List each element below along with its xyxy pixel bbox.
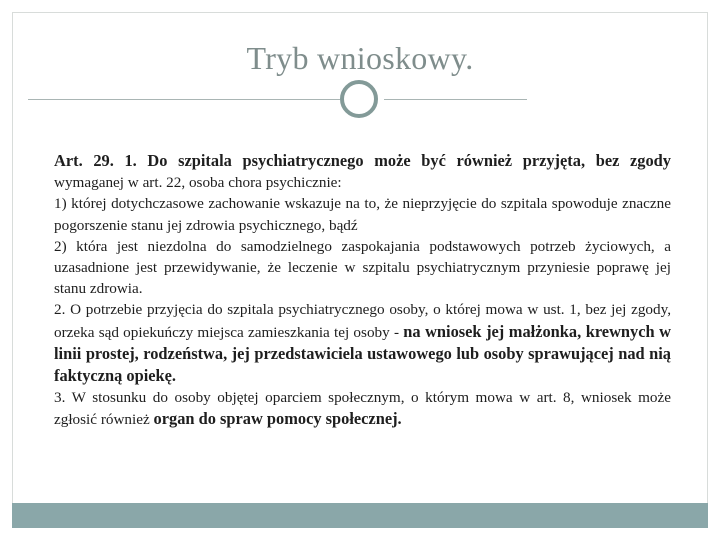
point-1: 1) której dotychczasowe zachowanie wskazuje na to, że nieprzyjęcie do szpitala spowoduje znaczne pogorszenie stanu jej zdrowia psychicznego, bądź — [54, 195, 671, 234]
article-intro — [54, 150, 671, 193]
ring-ornament-icon — [340, 80, 378, 118]
slide-body — [54, 150, 671, 431]
article-paragraph-2 — [54, 299, 671, 387]
article-intro-bold: Art. 29. 1. Do szpitala psychiatrycznego może być również przyjęta, bez zgody — [54, 151, 671, 170]
article-paragraph-3-bold: organ do spraw pomocy społecznej. — [153, 409, 402, 429]
article-paragraph-3-text: 3. W stosunku do osoby objętej oparciem społecznym, o którym mowa w art. 8, wniosek może zgłosić również — [54, 389, 671, 429]
point-2: 2) która jest niezdolna do samodzielnego zaspokajania podstawowych potrzeb życiowych, a uzasadnione jest przewidywanie, że leczenie w szpitalu psychiatrycznym przyniesie poprawę jej stanu zdrowia. — [54, 237, 671, 298]
title-divider-right — [384, 99, 527, 100]
article-intro-rest: wymaganej w art. 22, osoba chora psychicznie: — [54, 174, 342, 192]
bottom-accent-bar — [12, 503, 708, 528]
article-paragraph-2-text: 2. O potrzebie przyjęcia do szpitala psychiatrycznego osoby, o której mowa w ust. 1, bez jej zgody, orzeka sąd opiekuńczy miejsca zamieszkania tej osoby - — [54, 301, 671, 341]
article-paragraph-2-bold: na wniosek jej małżonka, krewnych w linii prostej, rodzeństwa, jej przedstawiciela ustawowego lub osoby sprawującej nad nią faktyczną opiekę. — [54, 321, 671, 386]
slide-title: Tryb wnioskowy. — [246, 40, 474, 76]
article-paragraph-3 — [54, 387, 671, 430]
title-divider-left — [28, 99, 340, 100]
